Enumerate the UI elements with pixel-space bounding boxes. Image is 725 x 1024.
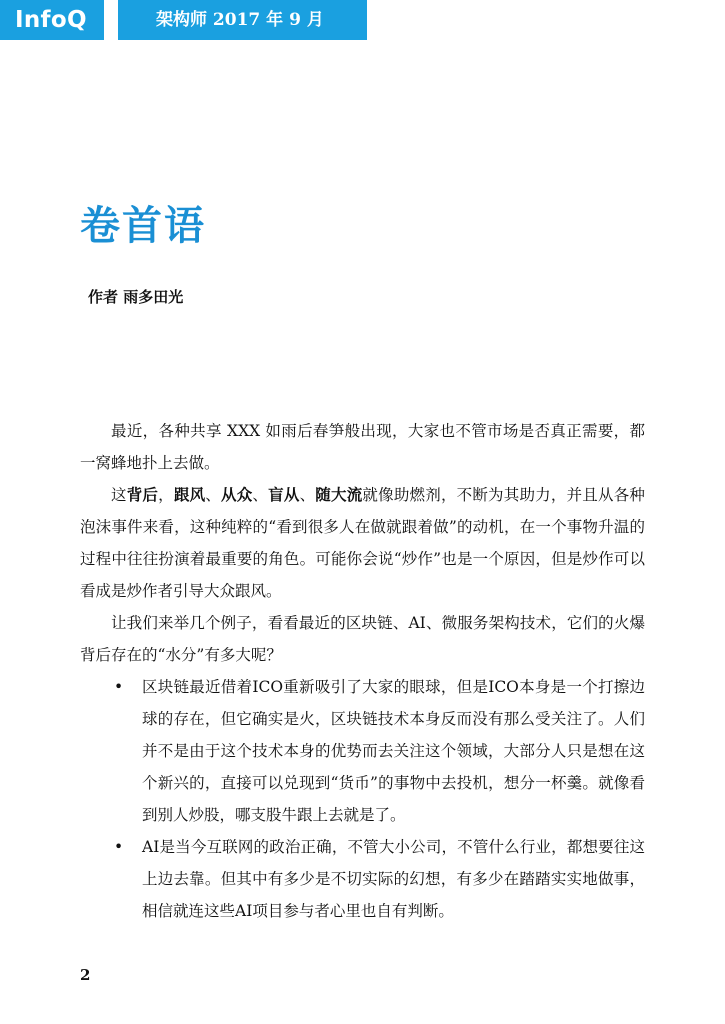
- bullet-list: [80, 671, 645, 927]
- bold-term: 跟风: [173, 485, 206, 504]
- page-number: 2: [80, 966, 91, 984]
- punctuation: 、: [299, 486, 316, 504]
- bold-term: 盲从: [268, 485, 300, 504]
- paragraph: 让我们来举几个例子，看看最近的区块链、AI、微服务架构技术，它们的火爆背后存在的“水分”有多大呢？: [80, 614, 645, 664]
- page-title: 卷首语: [80, 202, 206, 249]
- list-item: [80, 671, 645, 831]
- page-header: [0, 0, 725, 40]
- bold-term: 背后: [126, 485, 159, 504]
- bullet-icon: •: [114, 838, 124, 856]
- infoq-logo: InfoQ: [0, 0, 104, 40]
- punctuation: 、: [205, 486, 221, 504]
- paragraph: [80, 479, 645, 607]
- author-line: 作者 雨多田光: [88, 288, 184, 306]
- punctuation: ，: [158, 486, 174, 504]
- bullet-icon: •: [114, 678, 124, 696]
- list-item: [80, 831, 645, 927]
- issue-banner: 架构师 2017 年 9 月: [118, 0, 367, 40]
- bold-term: 随大流: [315, 485, 363, 504]
- paragraph: 最近，各种共享 XXX 如雨后春笋般出现，大家也不管市场是否真正需要，都一窝蜂地扑上去做。: [80, 422, 645, 472]
- paragraph-text: 这: [111, 486, 127, 504]
- punctuation: 、: [252, 486, 269, 504]
- paragraph-text: 就像助燃剂，不断为其助力，并且从各种泡沫事件来看，这种纯粹的“看到很多人在做就跟着做”的动机，在一个事物升温的过程中往往扮演着最重要的角色。可能你会说“炒作”也是一个原因，但是炒作可以看成是炒作者引导大众跟风。: [80, 486, 645, 600]
- list-item-text: 区块链最近借着ICO重新吸引了大家的眼球，但是ICO本身是一个打擦边球的存在，但它确实是火，区块链技术本身反而没有那么受关注了。人们并不是由于这个技术本身的优势而去关注这个领域，大部分人只是想在这个新兴的，直接可以兑现到“货币”的事物中去投机，想分一杯羹。就像看到别人炒股，哪支股牛跟上去就是了。: [142, 678, 645, 824]
- article-body: [80, 415, 645, 927]
- list-item-text: AI是当今互联网的政治正确，不管大小公司，不管什么行业，都想要往这上边去靠。但其中有多少是不切实际的幻想，有多少在踏踏实实地做事，相信就连这些AI项目参与者心里也自有判断。: [142, 838, 645, 920]
- bold-term: 从众: [221, 485, 253, 504]
